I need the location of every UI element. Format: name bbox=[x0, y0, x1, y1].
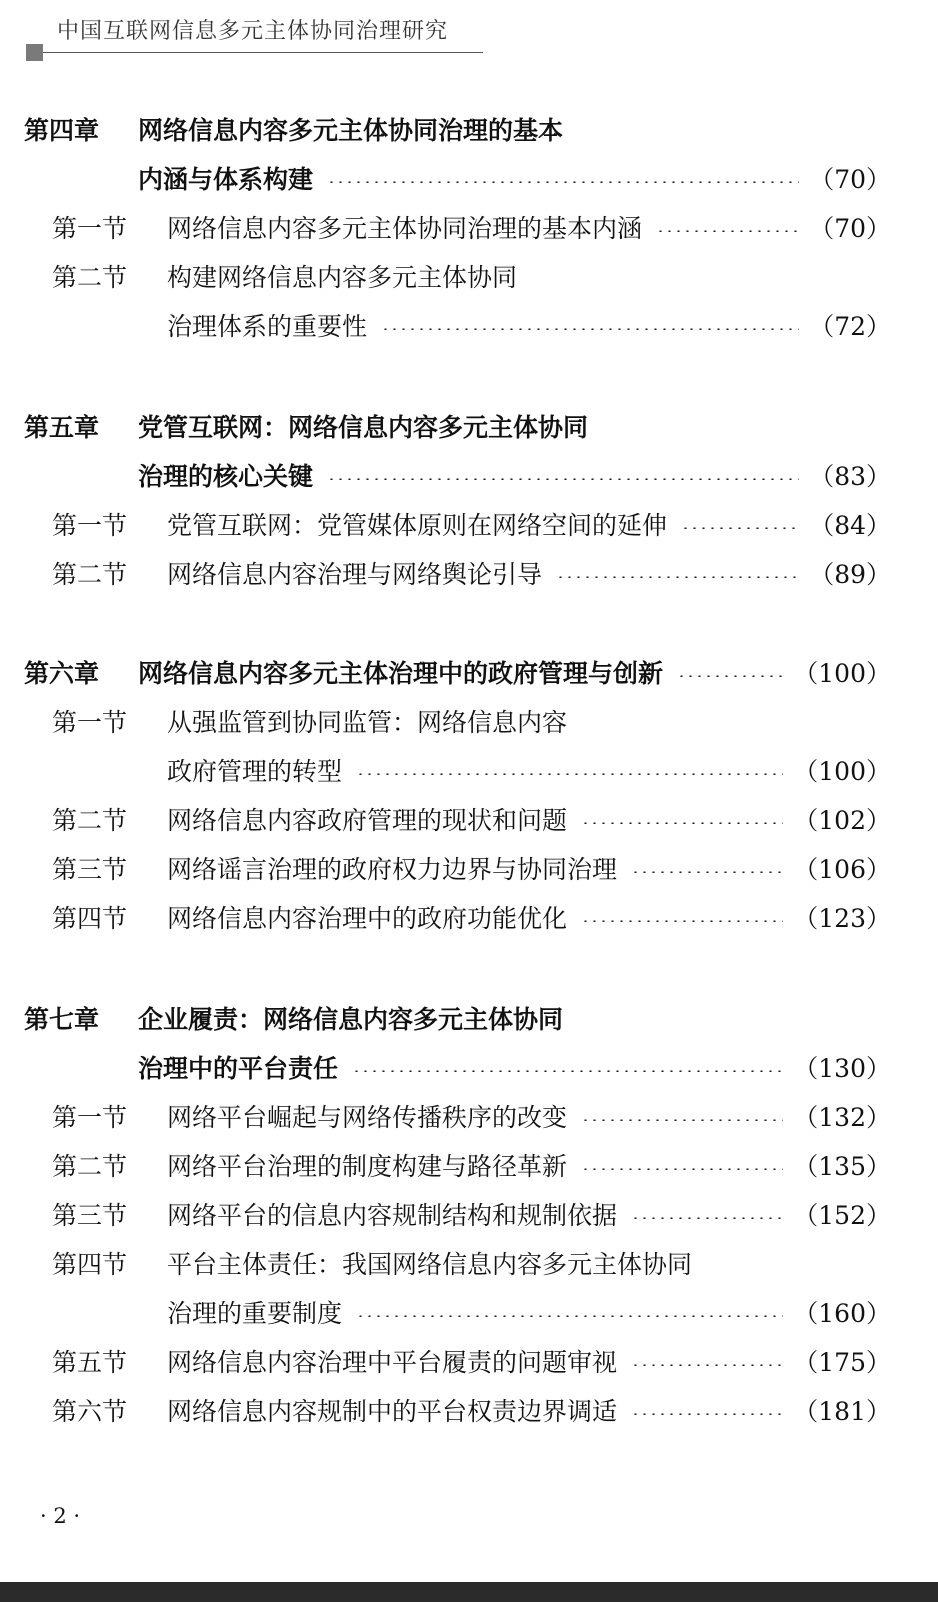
header-square-mark bbox=[26, 44, 43, 61]
toc-chapter-line bbox=[0, 998, 938, 1038]
toc-leader-dots bbox=[631, 1217, 783, 1219]
toc-entry-label: 第一节 bbox=[52, 214, 128, 243]
toc-entry-title: 从强监管到协同监管：网络信息内容 bbox=[167, 708, 568, 737]
toc-chapter-line bbox=[0, 652, 938, 692]
toc-leader-dots bbox=[581, 1119, 783, 1121]
toc-page-number: （160） bbox=[793, 1299, 891, 1328]
toc-entry-title: 网络谣言治理的政府权力边界与协同治理 bbox=[167, 855, 618, 884]
toc-page-number: （84） bbox=[809, 511, 891, 540]
toc-section-line bbox=[0, 701, 938, 741]
toc-page-number: （152） bbox=[793, 1201, 891, 1230]
toc-entry-title: 网络信息内容多元主体协同治理的基本内涵 bbox=[167, 214, 643, 243]
toc-entry-label: 第五节 bbox=[52, 1348, 128, 1377]
toc-section-line bbox=[0, 256, 938, 296]
toc-page-number: （70） bbox=[809, 214, 891, 243]
toc-entry-label: 第三节 bbox=[52, 855, 128, 884]
toc-leader-dots bbox=[381, 328, 799, 330]
toc-entry-label: 第二节 bbox=[52, 1152, 128, 1181]
toc-leader-dots bbox=[327, 181, 799, 183]
toc-entry-label: 第六章 bbox=[24, 659, 100, 688]
toc-entry-label: 第七章 bbox=[24, 1005, 100, 1034]
toc-page-number: （89） bbox=[809, 560, 891, 589]
toc-entry-title: 网络信息内容政府管理的现状和问题 bbox=[167, 806, 568, 835]
toc-leader-dots bbox=[631, 1364, 783, 1366]
toc-entry-title: 网络平台的信息内容规制结构和规制依据 bbox=[167, 1201, 618, 1230]
toc-entry-title: 网络平台崛起与网络传播秩序的改变 bbox=[167, 1103, 568, 1132]
toc-leader-dots bbox=[356, 773, 783, 775]
toc-section-line bbox=[0, 207, 938, 247]
toc-entry-title: 治理的重要制度 bbox=[167, 1299, 343, 1328]
toc-entry-label: 第三节 bbox=[52, 1201, 128, 1230]
toc-leader-dots bbox=[352, 1070, 783, 1072]
toc-page-number: （123） bbox=[793, 904, 891, 933]
bottom-edge-bar bbox=[0, 1582, 938, 1602]
toc-entry-label: 第四章 bbox=[24, 116, 100, 145]
toc-entry-title: 网络信息内容治理与网络舆论引导 bbox=[167, 560, 543, 589]
toc-entry-title: 党管互联网：党管媒体原则在网络空间的延伸 bbox=[167, 511, 668, 540]
toc-entry-label: 第二节 bbox=[52, 263, 128, 292]
toc-entry-title: 企业履责：网络信息内容多元主体协同 bbox=[138, 1005, 564, 1034]
toc-chapter-line bbox=[0, 158, 938, 198]
toc-leader-dots bbox=[581, 920, 783, 922]
toc-page-number: （83） bbox=[809, 462, 891, 491]
toc-entry-title: 网络信息内容多元主体治理中的政府管理与创新 bbox=[138, 659, 664, 688]
header-rule bbox=[43, 52, 483, 53]
toc-entry-label: 第五章 bbox=[24, 413, 100, 442]
toc-page-number: （181） bbox=[793, 1397, 891, 1426]
toc-entry-title: 治理体系的重要性 bbox=[167, 312, 368, 341]
toc-page-number: （100） bbox=[793, 659, 891, 688]
toc-chapter-line bbox=[0, 406, 938, 446]
toc-entry-label: 第二节 bbox=[52, 806, 128, 835]
toc-entry-title: 治理中的平台责任 bbox=[138, 1054, 339, 1083]
toc-section-line bbox=[0, 750, 938, 790]
toc-page-number: （175） bbox=[793, 1348, 891, 1377]
toc-page-number: （70） bbox=[809, 165, 891, 194]
toc-entry-title: 党管互联网：网络信息内容多元主体协同 bbox=[138, 413, 589, 442]
toc-section-line bbox=[0, 799, 938, 839]
toc-leader-dots bbox=[681, 527, 799, 529]
toc-leader-dots bbox=[581, 1168, 783, 1170]
toc-page-number: （130） bbox=[793, 1054, 891, 1083]
toc-entry-title: 网络信息内容治理中平台履责的问题审视 bbox=[167, 1348, 618, 1377]
toc-entry-title: 网络信息内容治理中的政府功能优化 bbox=[167, 904, 568, 933]
toc-entry-title: 平台主体责任：我国网络信息内容多元主体协同 bbox=[167, 1250, 693, 1279]
toc-leader-dots bbox=[656, 230, 799, 232]
toc-chapter-line bbox=[0, 109, 938, 149]
toc-section-line bbox=[0, 897, 938, 937]
toc-section-line bbox=[0, 1194, 938, 1234]
toc-page-number: （135） bbox=[793, 1152, 891, 1181]
toc-page-number: （72） bbox=[809, 312, 891, 341]
toc-chapter-line bbox=[0, 1047, 938, 1087]
toc-entry-title: 内涵与体系构建 bbox=[138, 165, 314, 194]
toc-entry-title: 构建网络信息内容多元主体协同 bbox=[167, 263, 518, 292]
toc-leader-dots bbox=[356, 1315, 783, 1317]
toc-entry-title: 网络信息内容多元主体协同治理的基本 bbox=[138, 116, 564, 145]
toc-leader-dots bbox=[677, 675, 783, 677]
toc-entry-title: 政府管理的转型 bbox=[167, 757, 343, 786]
toc-leader-dots bbox=[556, 576, 799, 578]
toc-section-line bbox=[0, 1292, 938, 1332]
toc-section-line bbox=[0, 1145, 938, 1185]
toc-page-number: （132） bbox=[793, 1103, 891, 1132]
toc-section-line bbox=[0, 305, 938, 345]
page-number: · 2 · bbox=[40, 1504, 81, 1528]
toc-entry-label: 第一节 bbox=[52, 708, 128, 737]
toc-entry-label: 第一节 bbox=[52, 511, 128, 540]
toc-entry-title: 网络平台治理的制度构建与路径革新 bbox=[167, 1152, 568, 1181]
toc-section-line bbox=[0, 504, 938, 544]
toc-entry-label: 第二节 bbox=[52, 560, 128, 589]
toc-page-number: （106） bbox=[793, 855, 891, 884]
toc-page-number: （100） bbox=[793, 757, 891, 786]
toc-leader-dots bbox=[327, 478, 799, 480]
toc-section-line bbox=[0, 1341, 938, 1381]
toc-chapter-line bbox=[0, 455, 938, 495]
toc-entry-label: 第一节 bbox=[52, 1103, 128, 1132]
toc-page-number: （102） bbox=[793, 806, 891, 835]
toc-leader-dots bbox=[631, 1413, 783, 1415]
toc-section-line bbox=[0, 848, 938, 888]
toc-section-line bbox=[0, 553, 938, 593]
toc-section-line bbox=[0, 1096, 938, 1136]
toc-entry-title: 网络信息内容规制中的平台权责边界调适 bbox=[167, 1397, 618, 1426]
running-header-title: 中国互联网信息多元主体协同治理研究 bbox=[57, 19, 449, 44]
toc-entry-label: 第四节 bbox=[52, 904, 128, 933]
toc-section-line bbox=[0, 1390, 938, 1430]
toc-leader-dots bbox=[631, 871, 783, 873]
toc-entry-title: 治理的核心关键 bbox=[138, 462, 314, 491]
toc-entry-label: 第六节 bbox=[52, 1397, 128, 1426]
toc-section-line bbox=[0, 1243, 938, 1283]
toc-entry-label: 第四节 bbox=[52, 1250, 128, 1279]
toc-leader-dots bbox=[581, 822, 783, 824]
